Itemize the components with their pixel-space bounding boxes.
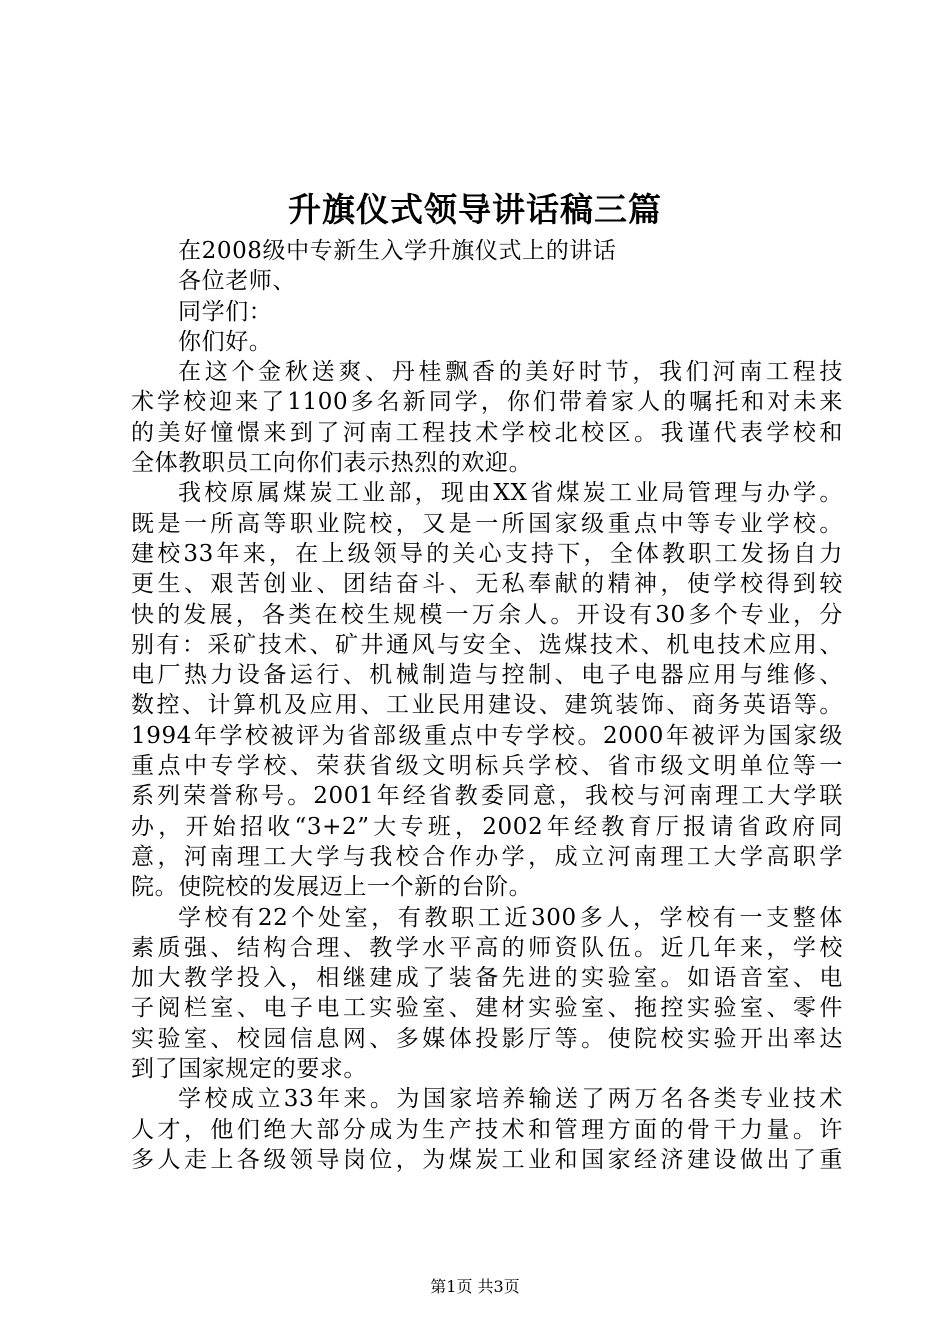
- text-line: 1994年学校被评为省部级重点中专学校。2000年被评为国家级: [131, 722, 843, 749]
- text-line: 意，河南理工大学与我校合作办学，成立河南理工大学高职学: [131, 843, 843, 870]
- text-line: 全体教职员工向你们表示热烈的欢迎。: [131, 450, 533, 477]
- text-line: 系列荣誉称号。2001年经省教委同意，我校与河南理工大学联: [131, 783, 843, 810]
- text-line: 我校原属煤炭工业部，现由XX省煤炭工业局管理与办学。: [178, 480, 843, 507]
- document-body: [131, 236, 843, 1175]
- text-line: 到了国家规定的要求。: [131, 1056, 367, 1083]
- text-line: 学校成立33年来。为国家培养输送了两万名各类专业技术: [178, 1086, 843, 1113]
- text-line: 既是一所高等职业院校，又是一所国家级重点中等专业学校。: [131, 510, 843, 537]
- text-line: 素质强、结构合理、教学水平高的师资队伍。近几年来，学校: [131, 934, 843, 961]
- text-line: 术学校迎来了1100多名新同学，你们带着家人的嘱托和对未来: [131, 389, 843, 416]
- text-line: 办，开始招收“3+2”大专班，2002年经教育厅报请省政府同: [131, 813, 843, 840]
- text-line: 在这个金秋送爽、丹桂飘香的美好时节，我们河南工程技: [178, 359, 843, 386]
- text-line: 别有：采矿技术、矿井通风与安全、选煤技术、机电技术应用、: [131, 631, 843, 658]
- text-line: 多人走上各级领导岗位，为煤炭工业和国家经济建设做出了重: [131, 1146, 843, 1173]
- text-line: 院。使院校的发展迈上一个新的台阶。: [131, 874, 533, 901]
- text-line: 你们好。: [178, 328, 273, 355]
- text-line: 电厂热力设备运行、机械制造与控制、电子电器应用与维修、: [131, 662, 843, 689]
- text-line: 子阅栏室、电子电工实验室、建材实验室、拖控实验室、零件: [131, 995, 843, 1022]
- text-line: 数控、计算机及应用、工业民用建设、建筑装饰、商务英语等。: [131, 692, 843, 719]
- text-line: 建校33年来，在上级领导的关心支持下，全体教职工发扬自力: [131, 540, 843, 567]
- text-line: 同学们：: [178, 298, 273, 325]
- page-footer: 第1页 共3页: [430, 1277, 520, 1296]
- text-line: 学校有22个处室，有教职工近300多人，学校有一支整体: [178, 904, 843, 931]
- text-line: 快的发展，各类在校生规模一万余人。开设有30多个专业，分: [131, 601, 843, 628]
- text-line: 实验室、校园信息网、多媒体投影厅等。使院校实验开出率达: [131, 1025, 843, 1052]
- text-line: 各位老师、: [178, 268, 296, 295]
- text-line: 在2008级中专新生入学升旗仪式上的讲话: [178, 238, 617, 264]
- text-line: 人才，他们绝大部分成为生产技术和管理方面的骨干力量。许: [131, 1116, 843, 1143]
- text-line: 的美好憧憬来到了河南工程技术学校北校区。我谨代表学校和: [131, 419, 843, 446]
- text-line: 加大教学投入，相继建成了装备先进的实验室。如语音室、电: [131, 965, 843, 992]
- text-line: 重点中专学校、荣获省级文明标兵学校、省市级文明单位等一: [131, 753, 843, 780]
- text-line: 更生、艰苦创业、团结奋斗、无私奉献的精神，使学校得到较: [131, 571, 843, 598]
- document-title: 升旗仪式领导讲话稿三篇: [288, 190, 662, 229]
